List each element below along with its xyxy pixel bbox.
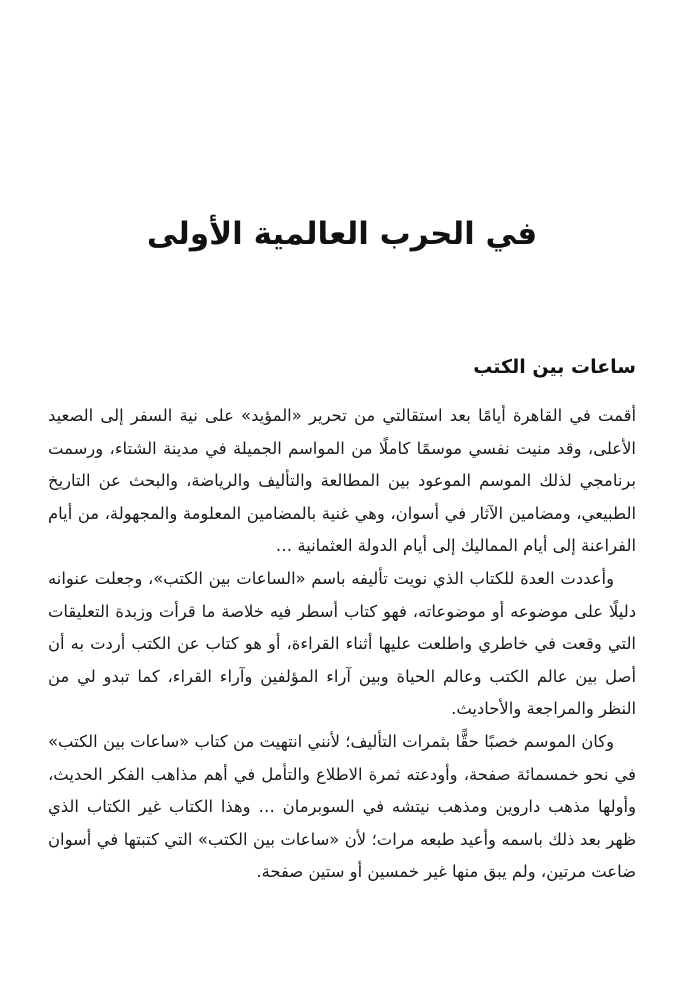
chapter-title: في الحرب العالمية الأولى xyxy=(146,216,538,252)
body-text xyxy=(48,400,636,889)
paragraph-2: وأعددت العدة للكتاب الذي نويت تأليفه باسم «الساعات بين الكتب»، وجعلت عنوانه دليلًا على موضوعه أو موضوعاته، فهو كتاب أسطر فيه خلاصة ما قرأت وزبدة التعليقات التي وقعت في خاطري واطلعت عليها أثناء القراءة، أو هو كتاب عن الكتب أردت به أن أصل بين عالم الكتب وعالم الحياة وبين آراء المؤلفين وآراء القراء، كما تبدو لي من النظر والمراجعة والأحاديث. xyxy=(48,568,636,719)
section-heading: ساعات بين الكتب xyxy=(473,356,636,378)
paragraph-3: وكان الموسم خصبًا حقًّا بثمرات التأليف؛ لأنني انتهيت من كتاب «ساعات بين الكتب» في نحو خمسمائة صفحة، وأودعته ثمرة الاطلاع والتأمل في أهم مذاهب الفكر الحديث، وأولها مذهب داروين ومذهب نيتشه في السوبرمان … وهذا الكتاب غير الكتاب الذي ظهر بعد ذلك باسمه وأعيد طبعه مرات؛ لأن «ساعات بين الكتب» التي كتبتها في أسوان ضاعت مرتين، ولم يبق منها غير خمسين أو ستين صفحة. xyxy=(48,731,636,882)
paragraph-1: أقمت في القاهرة أيامًا بعد استقالتي من تحرير «المؤيد» على نية السفر إلى الصعيد الأعلى، وقد منيت نفسي موسمًا كاملًا من المواسم الجميلة في مدينة الشتاء، ورسمت برنامجي لذلك الموسم الموعود بين المطالعة والتأليف والرياضة، والبحث عن التاريخ الطبيعي، ومضامين الآثار في أسوان، وهي غنية بالمضامين المعلومة والمجهولة، من أيام الفراعنة إلى أيام المماليك إلى أيام الدولة العثمانية … xyxy=(48,406,636,556)
